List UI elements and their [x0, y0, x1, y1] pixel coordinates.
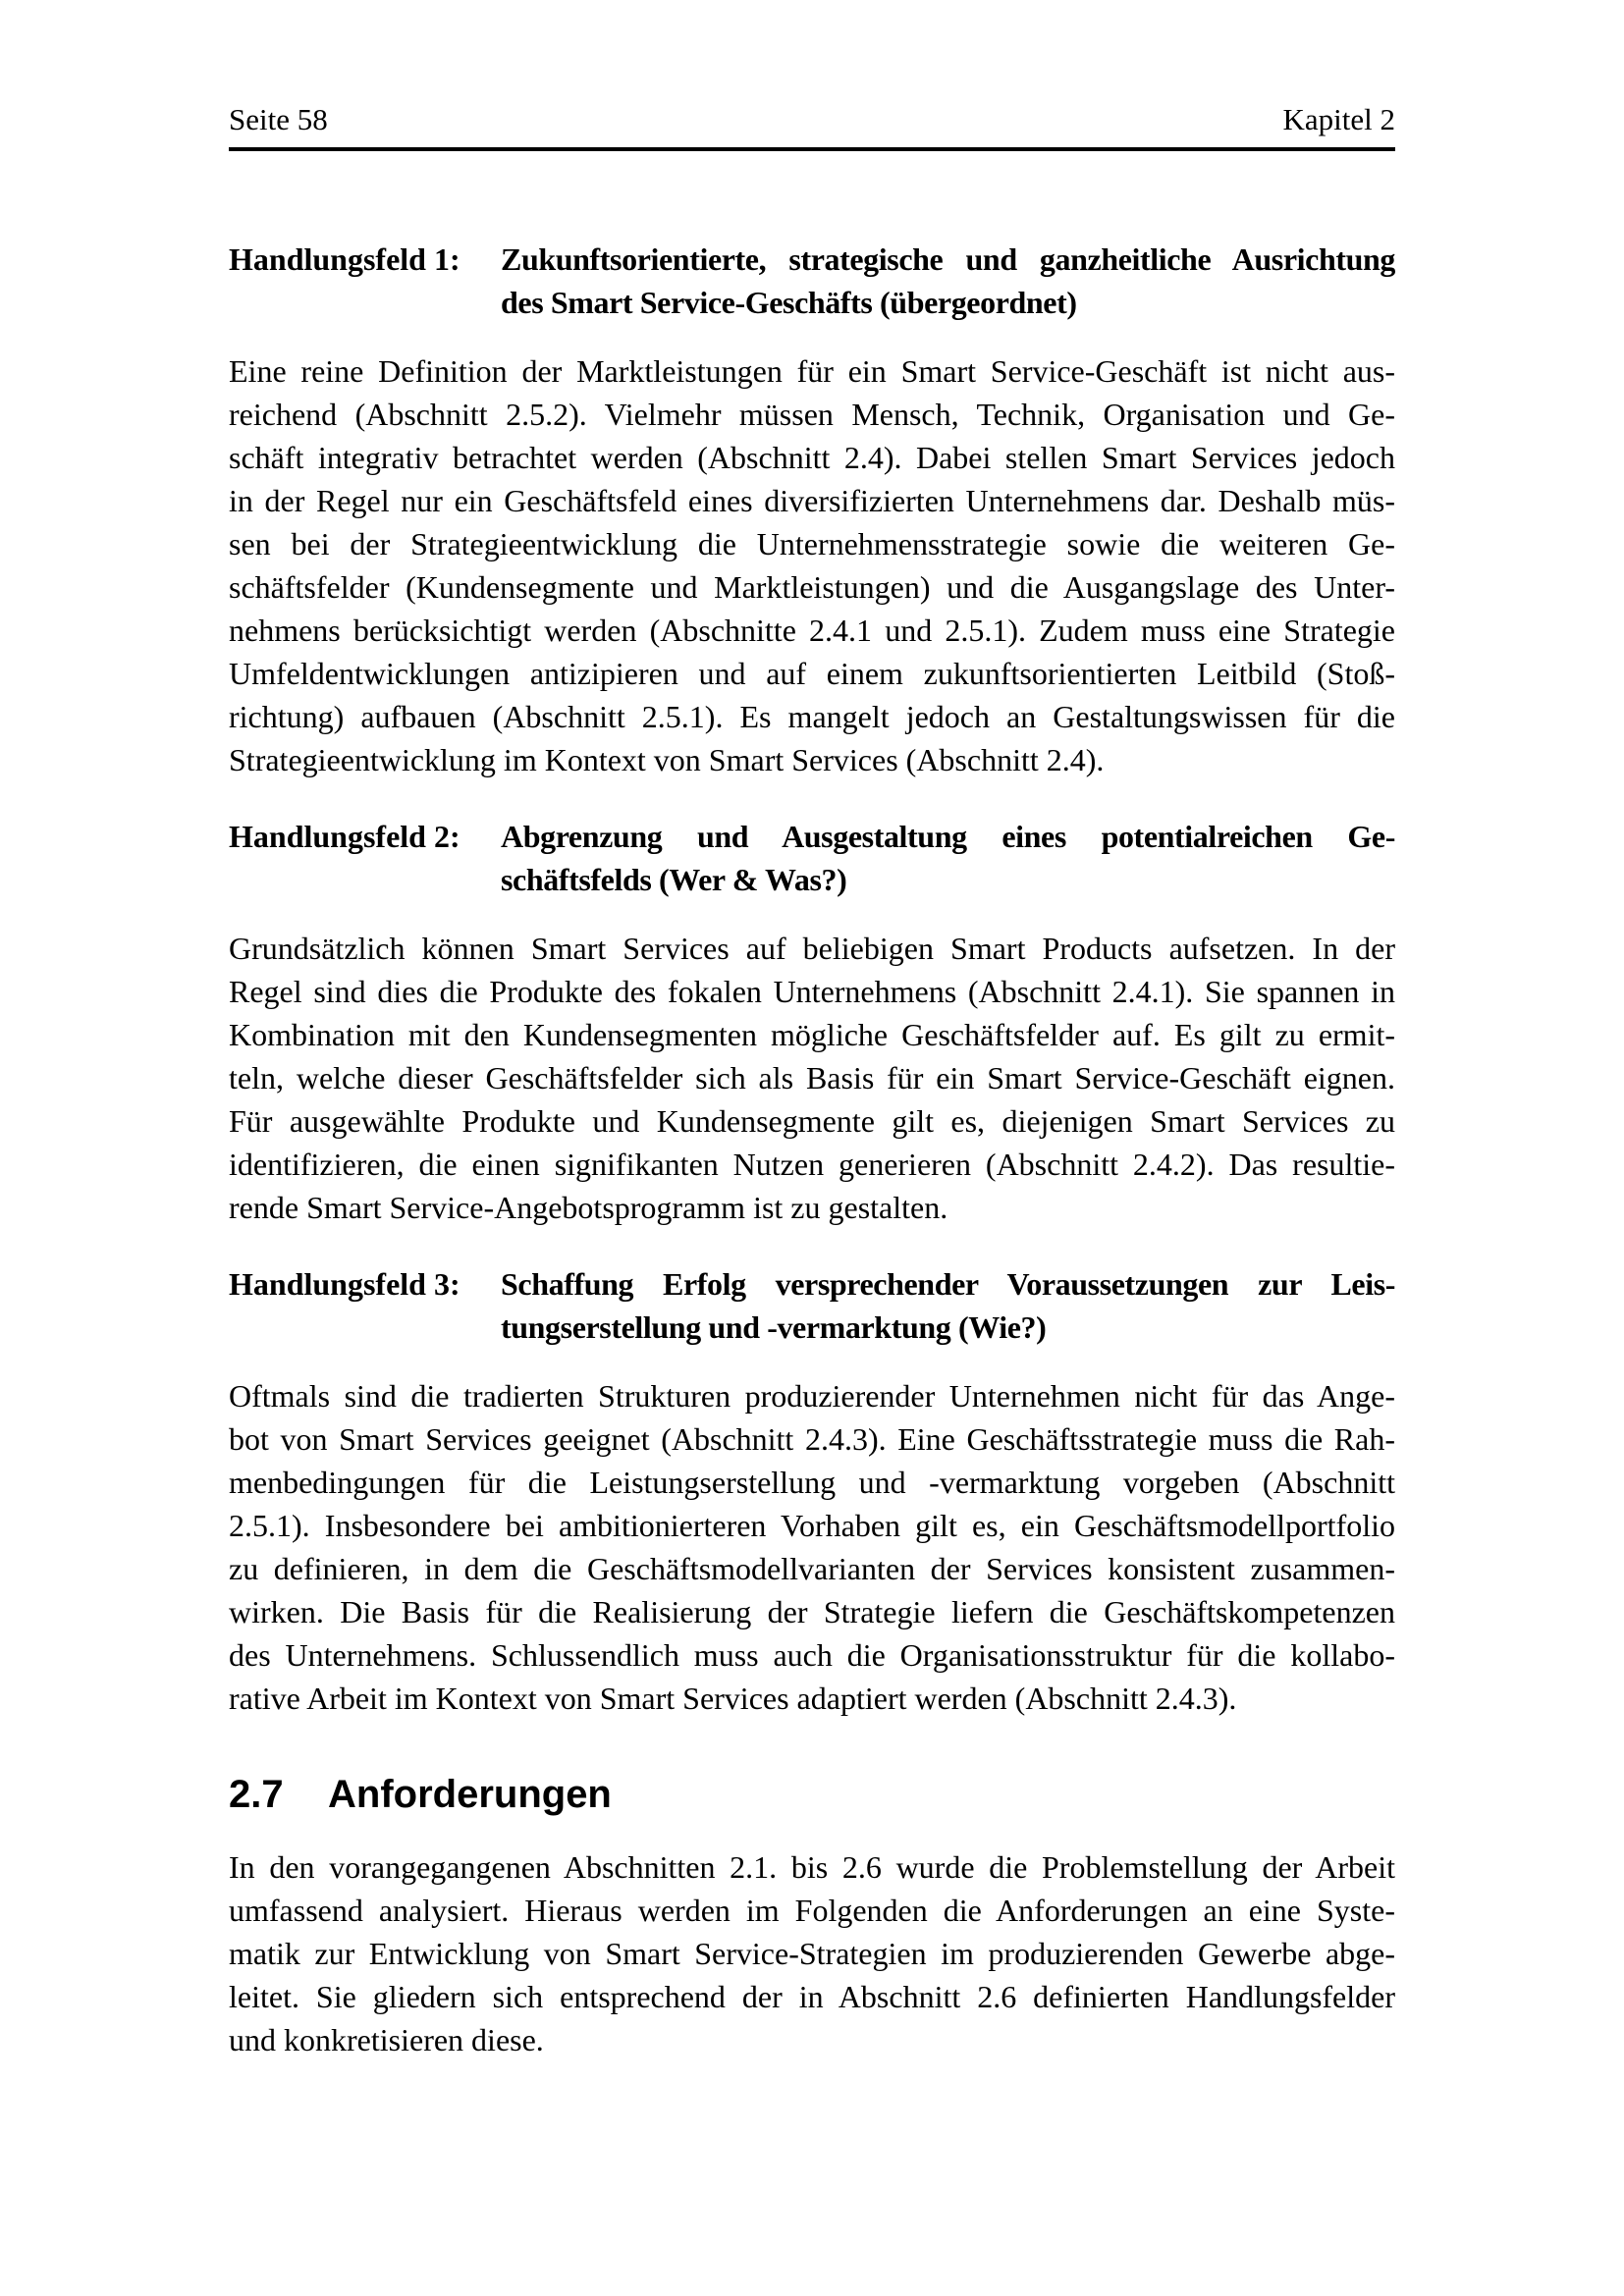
text-line: des Unternehmens. Schlussendlich muss auch die Organisationsstruktur für die kollabo-	[229, 1637, 1395, 1673]
text-line: 2.5.1). Insbesondere bei ambitionierteren Vorhaben gilt es, ein Geschäftsmodellportfolio	[229, 1508, 1395, 1543]
text-line: teln, welche dieser Geschäftsfelder sich als Basis für ein Smart Service-Geschäft eignen.	[229, 1060, 1395, 1095]
chapter-label: Kapitel 2	[1282, 102, 1395, 136]
text-line: Schaffung Erfolg versprechender Voraussetzungen zur Leis-	[501, 1266, 1395, 1302]
handlungsfeld-3-title	[501, 1262, 1395, 1349]
text-line: und konkretisieren diese.	[229, 2022, 544, 2057]
page-number-label: Seite 58	[229, 102, 328, 136]
text-line: Oftmals sind die tradierten Strukturen produzierender Unternehmen nicht für das Ange-	[229, 1378, 1395, 1414]
text-line: Strategieentwicklung im Kontext von Smart Services (Abschnitt 2.4).	[229, 742, 1105, 777]
text-line: bot von Smart Services geeignet (Abschnitt 2.4.3). Eine Geschäftsstrategie muss die Rah-	[229, 1421, 1395, 1457]
handlungsfeld-3-paragraph	[229, 1374, 1395, 1720]
text-line: tungserstellung und -vermarktung (Wie?)	[501, 1309, 1047, 1345]
handlungsfeld-1-paragraph	[229, 349, 1395, 781]
text-line: Für ausgewählte Produkte und Kundensegmente gilt es, diejenigen Smart Services zu	[229, 1103, 1395, 1139]
text-line: des Smart Service-Geschäfts (übergeordnet)	[501, 285, 1077, 320]
header-divider-rule	[229, 147, 1395, 151]
text-line: schäftsfelds (Wer & Was?)	[501, 862, 847, 897]
handlungsfeld-1-label: Handlungsfeld 1:	[229, 241, 460, 277]
text-line: matik zur Entwicklung von Smart Service-Strategien im produzierenden Gewerbe abge-	[229, 1936, 1395, 1971]
section-title: Anforderungen	[328, 1773, 612, 1816]
text-line: Eine reine Definition der Marktleistungen für ein Smart Service-Geschäft ist nicht aus-	[229, 353, 1395, 389]
handlungsfeld-1-title	[501, 238, 1395, 324]
text-line: zu definieren, in dem die Geschäftsmodellvarianten der Services konsistent zusammen-	[229, 1551, 1395, 1586]
page-header	[229, 102, 1395, 137]
text-line: schäft integrativ betrachtet werden (Abschnitt 2.4). Dabei stellen Smart Services jedoch	[229, 440, 1395, 475]
text-line: Abgrenzung und Ausgestaltung eines potentialreichen Ge-	[501, 819, 1395, 854]
text-line: leitet. Sie gliedern sich entsprechend der in Abschnitt 2.6 definierten Handlungsfelder	[229, 1979, 1395, 2014]
text-line: Kombination mit den Kundensegmenten mögliche Geschäftsfelder auf. Es gilt zu ermit-	[229, 1017, 1395, 1052]
page-content	[229, 102, 1395, 2061]
handlungsfeld-2-title	[501, 815, 1395, 901]
section-2-7-paragraph	[229, 1845, 1395, 2061]
text-line: rative Arbeit im Kontext von Smart Services adaptiert werden (Abschnitt 2.4.3).	[229, 1681, 1237, 1716]
body-content	[229, 238, 1395, 2061]
handlungsfeld-2-heading	[229, 815, 1395, 901]
text-line: Zukunftsorientierte, strategische und ganzheitliche Ausrichtung	[501, 241, 1395, 277]
text-line: sen bei der Strategieentwicklung die Unternehmensstrategie sowie die weiteren Ge-	[229, 526, 1395, 561]
text-line: Grundsätzlich können Smart Services auf beliebigen Smart Products aufsetzen. In der	[229, 931, 1395, 966]
text-line: richtung) aufbauen (Abschnitt 2.5.1). Es mangelt jedoch an Gestaltungswissen für die	[229, 699, 1395, 734]
text-line: wirken. Die Basis für die Realisierung der Strategie liefern die Geschäftskompetenzen	[229, 1594, 1395, 1629]
text-line: in der Regel nur ein Geschäftsfeld eines diversifizierten Unternehmens dar. Deshalb müs-	[229, 483, 1395, 518]
text-line: Regel sind dies die Produkte des fokalen Unternehmens (Abschnitt 2.4.1). Sie spannen in	[229, 974, 1395, 1009]
text-line: identifizieren, die einen signifikanten Nutzen generieren (Abschnitt 2.4.2). Das resultie-	[229, 1147, 1395, 1182]
handlungsfeld-1-heading	[229, 238, 1395, 324]
text-line: In den vorangegangenen Abschnitten 2.1. bis 2.6 wurde die Problemstellung der Arbeit	[229, 1849, 1395, 1885]
handlungsfeld-3-label: Handlungsfeld 3:	[229, 1266, 460, 1302]
text-line: rende Smart Service-Angebotsprogramm ist zu gestalten.	[229, 1190, 948, 1225]
text-line: reichend (Abschnitt 2.5.2). Vielmehr müssen Mensch, Technik, Organisation und Ge-	[229, 397, 1395, 432]
text-line: Umfeldentwicklungen antizipieren und auf einem zukunftsorientierten Leitbild (Stoß-	[229, 656, 1395, 691]
text-line: nehmens berücksichtigt werden (Abschnitte 2.4.1 und 2.5.1). Zudem muss eine Strategie	[229, 613, 1395, 648]
text-line: menbedingungen für die Leistungserstellung und -vermarktung vorgeben (Abschnitt	[229, 1465, 1395, 1500]
handlungsfeld-2-label: Handlungsfeld 2:	[229, 819, 460, 854]
section-number: 2.7	[229, 1773, 284, 1816]
handlungsfeld-2-paragraph	[229, 927, 1395, 1229]
text-line: umfassend analysiert. Hieraus werden im Folgenden die Anforderungen an eine Syste-	[229, 1893, 1395, 1928]
text-line: schäftsfelder (Kundensegmente und Marktleistungen) und die Ausgangslage des Unter-	[229, 569, 1395, 605]
section-heading-2-7	[229, 1771, 1395, 1818]
handlungsfeld-3-heading	[229, 1262, 1395, 1349]
